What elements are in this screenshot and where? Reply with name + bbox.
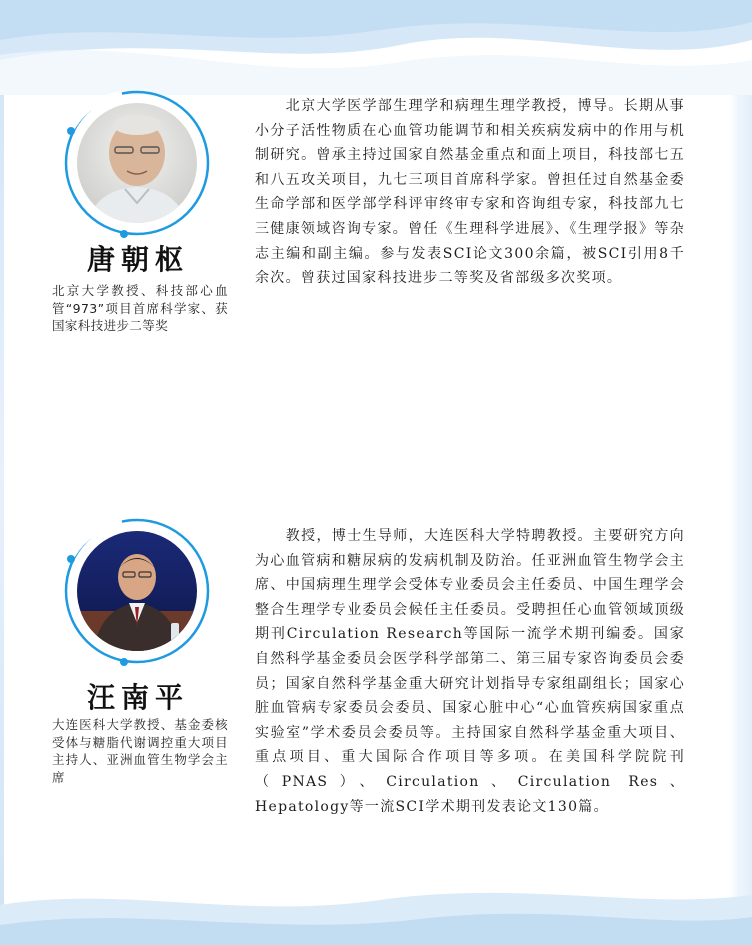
profile-name: 唐朝枢 <box>86 243 189 276</box>
profile-bio: 教授，博士生导师，大连医科大学特聘教授。主要研究方向为心血管病和糖尿病的发病机制及防治。任亚洲血管生物学会主席、中国病理生理学会受体专业委员会主任委员、中国生理学会整合生理学专业委员会候任主任委员。受聘担任心血管领域顶级期刊Circulation Research等国际一流学术期刊编委。国家自然科学基金委员会医学科学部第二、第三届专家咨询委员会委员；国家自然科学基金重大研究计划指导专家组副组长；国家心脏血管病专家委员会委员、国家心脏中心“心血管疾病国家重点实验室”学术委员会委员等。主持国家自然科学基金重大项目、重点项目、重大国际合作项目等多项。在美国科学院院刊（PNAS）、Circulation、Circulation Res、Hepatology等一流SCI学术期刊发表论文130篇。 <box>255 528 685 815</box>
profile-caption: 大连医科大学教授、基金委核受体与糖脂代谢调控重大项目主持人、亚洲血管生物学会主席 <box>52 717 228 785</box>
left-edge-decoration <box>0 0 4 945</box>
profile-name: 汪南平 <box>86 681 189 714</box>
right-edge-decoration <box>730 0 752 945</box>
portrait-photo <box>77 103 197 223</box>
portrait-frame <box>62 88 212 238</box>
top-wave-decoration <box>0 0 752 95</box>
portrait-frame <box>62 516 212 666</box>
portrait-photo <box>77 531 197 651</box>
profile-caption: 北京大学教授、科技部心血管“973”项目首席科学家、获国家科技进步二等奖 <box>52 283 228 333</box>
bottom-wave-decoration <box>0 875 752 945</box>
profile-bio: 北京大学医学部生理学和病理生理学教授，博导。长期从事小分子活性物质在心血管功能调节和相关疾病发病中的作用与机制研究。曾承主持过国家自然基金重点和面上项目，科技部七五和八五攻关项目，九七三项目首席科学家。曾担任过自然基金委生命学部和医学部学科评审终审专家和咨询组专家，科技部九七三健康领域咨询专家。曾任《生理科学进展》、《生理学报》等杂志主编和副主编。参与发表SCI论文300余篇，被SCI引用8千余次。曾获过国家科技进步二等奖及省部级多次奖项。 <box>255 98 685 287</box>
